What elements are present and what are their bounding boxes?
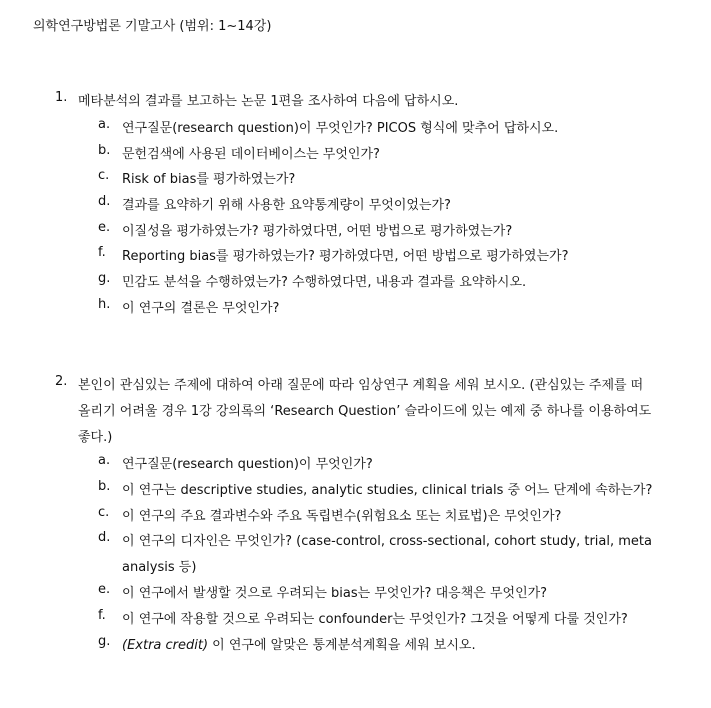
question-number: 1. bbox=[55, 90, 68, 105]
item-letter: d. bbox=[98, 194, 111, 209]
item-text: 이 연구에서 발생할 것으로 우려되는 bias는 무엇인가? 대응책은 무엇인가? bbox=[122, 586, 548, 601]
item-text: 이 연구의 결론은 무엇인가? bbox=[122, 301, 280, 316]
question-text: 올리기 어려울 경우 1강 강의록의 ‘Research Question’ 슬라이드에 있는 예제 중 하나를 이용하여도 bbox=[78, 404, 652, 419]
item-letter: c. bbox=[98, 168, 110, 183]
item-text: Risk of bias를 평가하였는가? bbox=[122, 172, 296, 187]
item-text: 이질성을 평가하였는가? 평가하였다면, 어떤 방법으로 평가하였는가? bbox=[122, 224, 513, 239]
item-text: 민감도 분석을 수행하였는가? 수행하였다면, 내용과 결과를 요약하시오. bbox=[122, 275, 527, 290]
extra-credit-label: (Extra credit) bbox=[122, 638, 209, 653]
item-text: 연구질문(research question)이 무엇인가? PICOS 형식에 맞추어 답하시오. bbox=[122, 121, 559, 136]
item-text-continued: analysis 등) bbox=[122, 560, 197, 575]
item-text: 이 연구의 주요 결과변수와 주요 독립변수(위험요소 또는 치료법)은 무엇인가? bbox=[122, 509, 562, 524]
question-text: 메타분석의 결과를 보고하는 논문 1편을 조사하여 다음에 답하시오. bbox=[78, 94, 459, 109]
item-text: 연구질문(research question)이 무엇인가? bbox=[122, 457, 373, 472]
question-text: 본인이 관심있는 주제에 대하여 아래 질문에 따라 임상연구 계획을 세워 보시오. (관심있는 주제를 떠 bbox=[78, 378, 644, 393]
item-letter: a. bbox=[98, 453, 111, 468]
item-letter: a. bbox=[98, 117, 111, 132]
item-letter: e. bbox=[98, 220, 111, 235]
question-text: 좋다.) bbox=[78, 430, 113, 445]
item-letter: b. bbox=[98, 479, 111, 494]
item-text: 문헌검색에 사용된 데이터베이스는 무엇인가? bbox=[122, 147, 380, 162]
item-text: 이 연구에 작용할 것으로 우려되는 confounder는 무엇인가? 그것을 어떻게 다룰 것인가? bbox=[122, 612, 628, 627]
item-letter: f. bbox=[98, 245, 106, 260]
item-letter: e. bbox=[98, 582, 111, 597]
item-text: 이 연구는 descriptive studies, analytic studies, clinical trials 중 어느 단계에 속하는가? bbox=[122, 483, 653, 498]
item-text-body: 이 연구에 알맞은 통계분석계획을 세워 보시오. bbox=[208, 638, 476, 653]
question-number: 2. bbox=[55, 374, 68, 389]
item-letter: g. bbox=[98, 271, 111, 286]
item-letter: b. bbox=[98, 143, 111, 158]
item-letter: c. bbox=[98, 505, 110, 520]
item-letter: f. bbox=[98, 608, 106, 623]
item-text: Reporting bias를 평가하였는가? 평가하였다면, 어떤 방법으로 평가하였는가? bbox=[122, 249, 569, 264]
item-letter: h. bbox=[98, 297, 111, 312]
item-letter: g. bbox=[98, 634, 111, 649]
item-text bbox=[122, 634, 476, 653]
item-letter: d. bbox=[98, 530, 111, 545]
item-text: 이 연구의 디자인은 무엇인가? (case-control, cross-sectional, cohort study, trial, meta bbox=[122, 534, 652, 549]
page-title: 의학연구방법론 기말고사 (범위: 1~14강) bbox=[33, 19, 272, 34]
item-text: 결과를 요약하기 위해 사용한 요약통계량이 무엇이었는가? bbox=[122, 198, 451, 213]
